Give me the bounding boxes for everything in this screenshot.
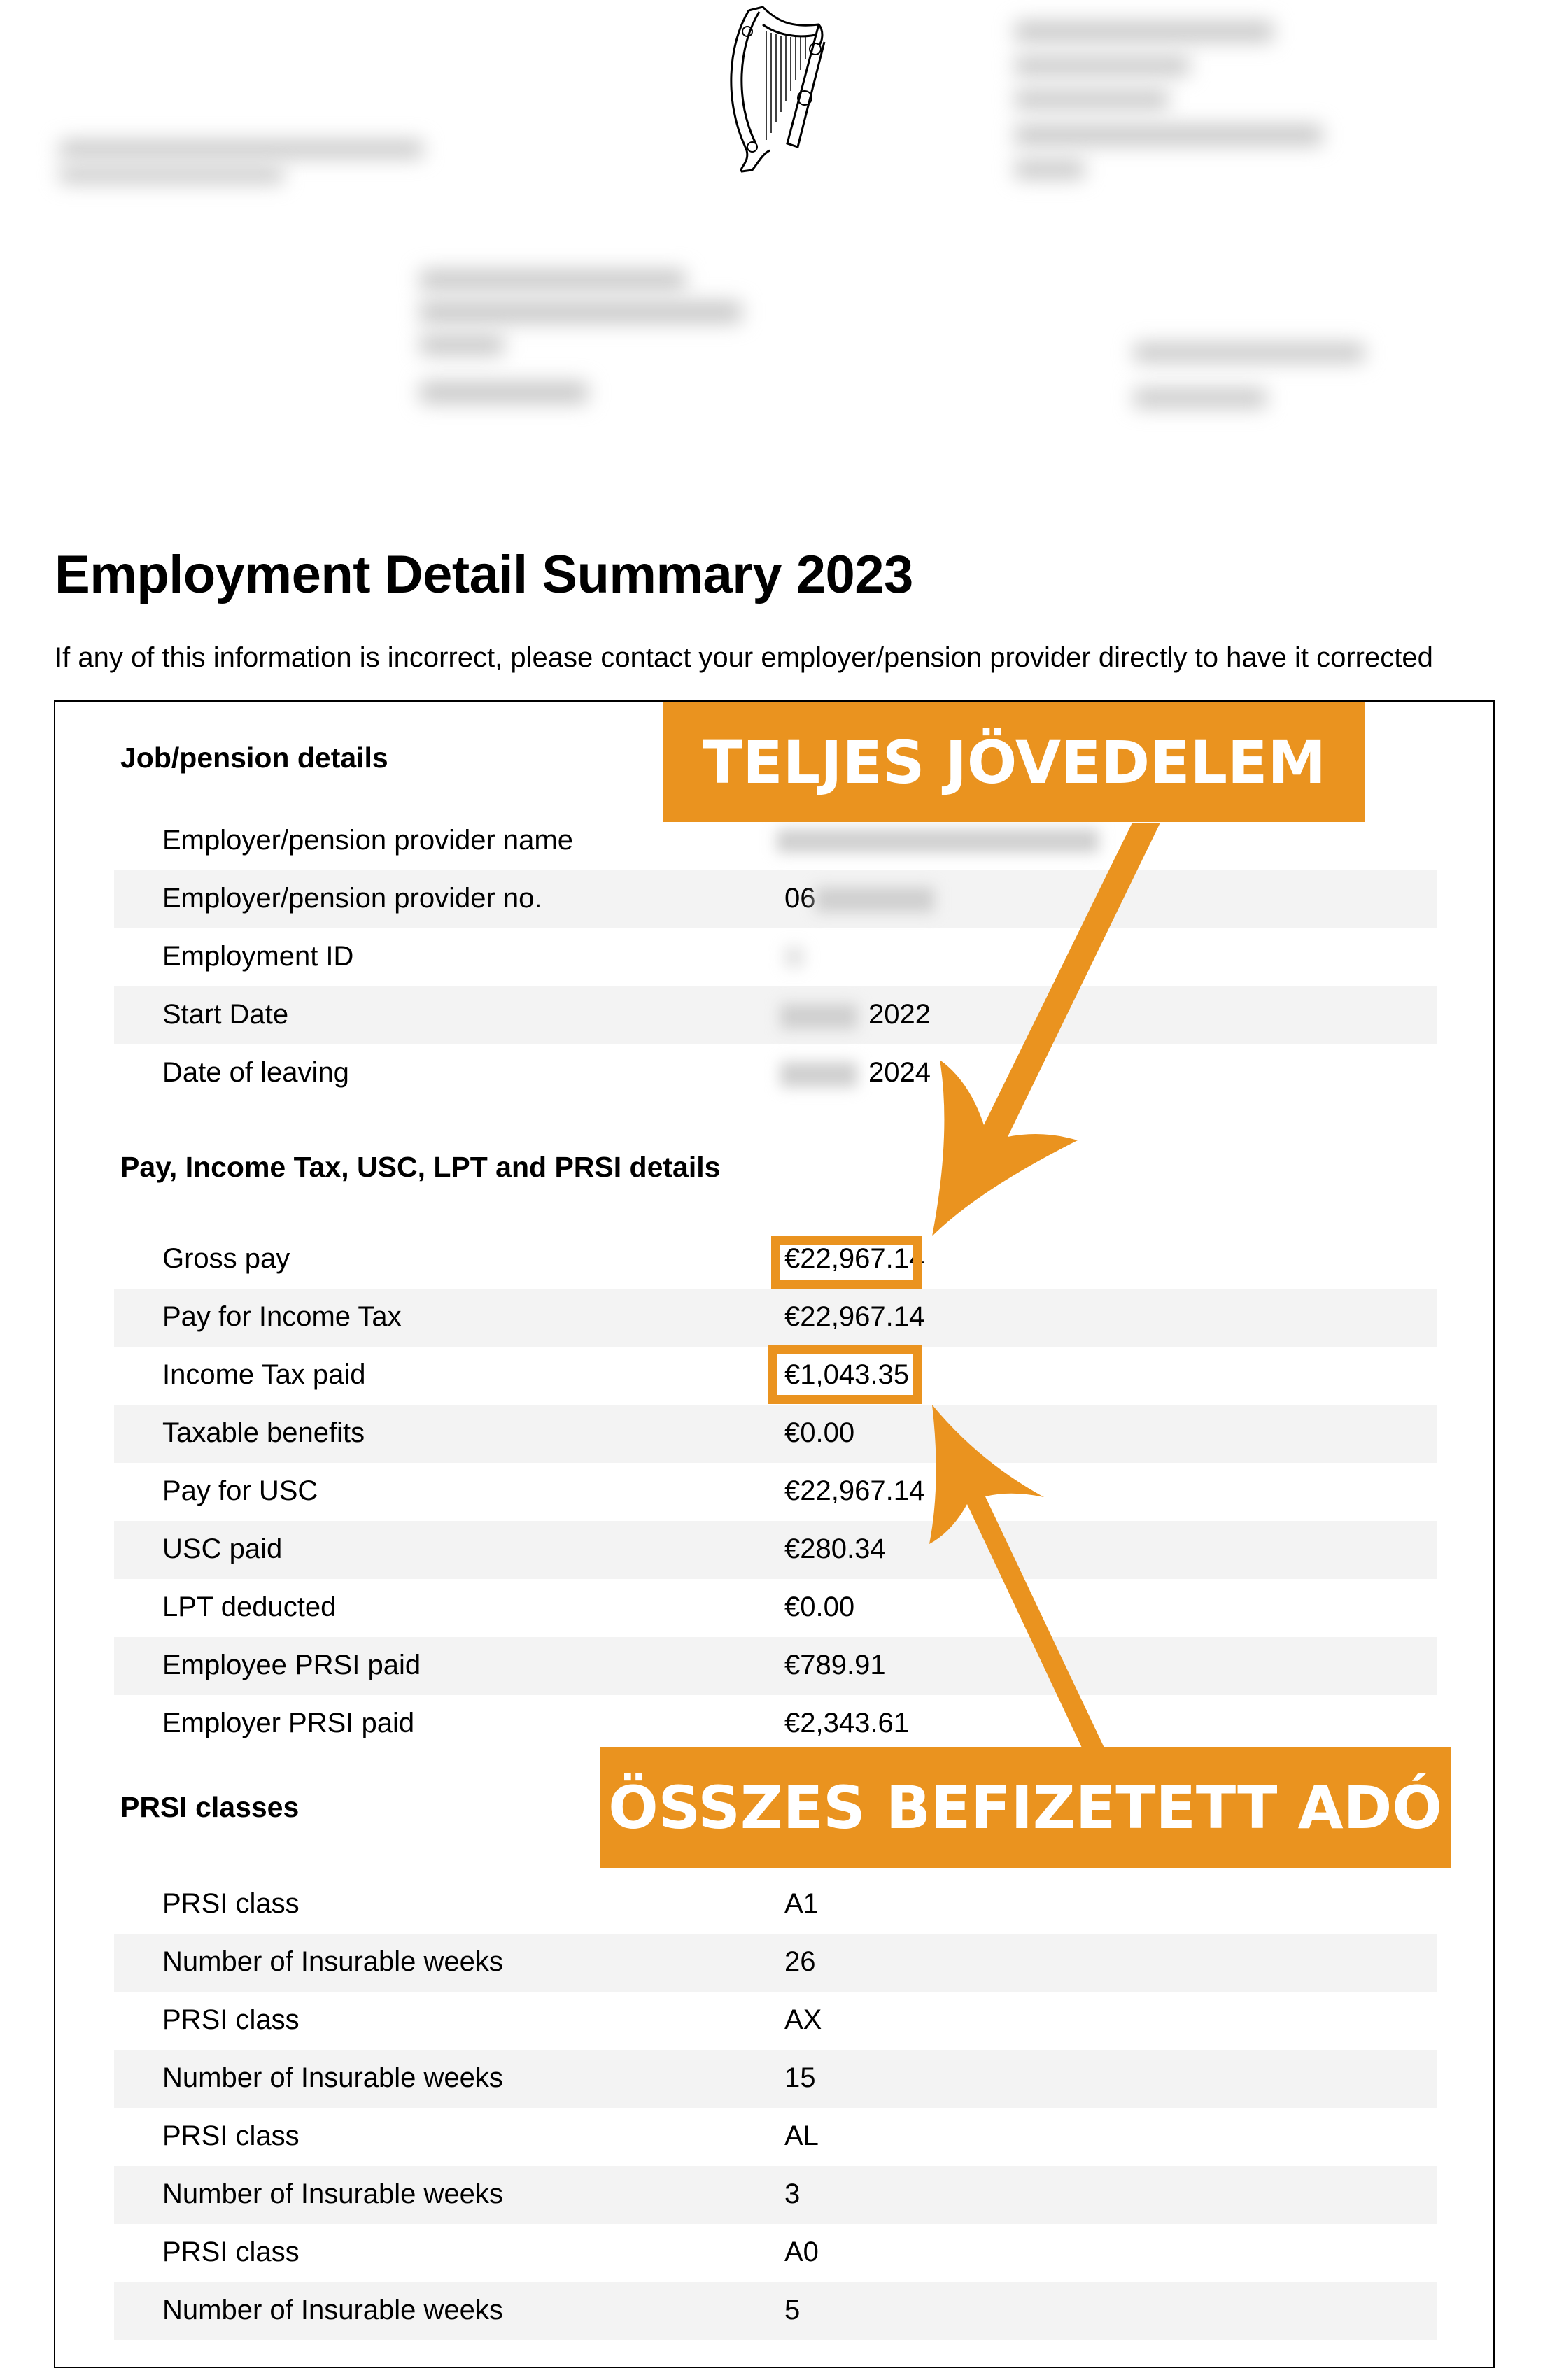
total-income-banner: TELJES JÖVEDELEM (663, 702, 1365, 822)
row-label: PRSI class (162, 2120, 300, 2151)
row-value: 2024 (868, 1057, 931, 1088)
row-label: Number of Insurable weeks (162, 2179, 503, 2209)
row-value: 2022 (868, 999, 931, 1030)
row-value: 5 (784, 2295, 801, 2325)
row-value: €2,343.61 (784, 1708, 909, 1738)
section-heading-pay: Pay, Income Tax, USC, LPT and PRSI details (120, 1151, 721, 1183)
row-label: Number of Insurable weeks (162, 2062, 503, 2093)
row-label: Start Date (162, 999, 289, 1030)
row-label: PRSI class (162, 2237, 300, 2267)
row-value: 06 (784, 883, 816, 914)
row-label: Number of Insurable weeks (162, 2295, 503, 2325)
total-tax-paid-banner: ÖSSZES BEFIZETETT ADÓ (600, 1747, 1451, 1868)
row-value: €1,043.35 (784, 1359, 909, 1390)
row-value: €22,967.14 (784, 1475, 925, 1506)
row-label: PRSI class (162, 2004, 300, 2035)
row-label: Employer PRSI paid (162, 1708, 415, 1738)
arrow-up-icon (929, 1405, 1109, 1758)
row-label: Date of leaving (162, 1057, 349, 1088)
row-value: €789.91 (784, 1650, 886, 1680)
row-value: AL (784, 2120, 819, 2151)
row-value: A1 (784, 1888, 819, 1919)
row-label: PRSI class (162, 1888, 300, 1919)
row-value: €0.00 (784, 1592, 855, 1622)
row-label: Pay for Income Tax (162, 1301, 402, 1332)
section-heading-prsi: PRSI classes (120, 1791, 300, 1823)
row-value: A0 (784, 2237, 819, 2267)
arrow-down-icon (932, 823, 1160, 1236)
row-label: LPT deducted (162, 1592, 337, 1622)
row-label: Income Tax paid (162, 1359, 366, 1390)
row-label: Employment ID (162, 941, 354, 972)
row-label: Pay for USC (162, 1475, 318, 1506)
row-label: Employee PRSI paid (162, 1650, 421, 1680)
section-heading-job: Job/pension details (120, 742, 388, 774)
row-value: €22,967.14 (784, 1301, 925, 1332)
row-value: €22,967.14 (784, 1243, 925, 1274)
row-label: Employer/pension provider name (162, 825, 573, 856)
row-label: Employer/pension provider no. (162, 883, 542, 914)
row-value: 15 (784, 2062, 816, 2093)
row-label: Number of Insurable weeks (162, 1946, 503, 1977)
row-label: Gross pay (162, 1243, 290, 1274)
row-value: AX (784, 2004, 822, 2035)
row-label: Taxable benefits (162, 1417, 365, 1448)
row-label: USC paid (162, 1533, 283, 1564)
correction-notice: If any of this information is incorrect, please contact your employer/pension provider directly to have it corrected (55, 642, 1433, 673)
row-value: 26 (784, 1946, 816, 1977)
row-value: €0.00 (784, 1417, 855, 1448)
page-title: Employment Detail Summary 2023 (55, 545, 913, 604)
row-value: 3 (784, 2179, 801, 2209)
row-value: €280.34 (784, 1533, 886, 1564)
